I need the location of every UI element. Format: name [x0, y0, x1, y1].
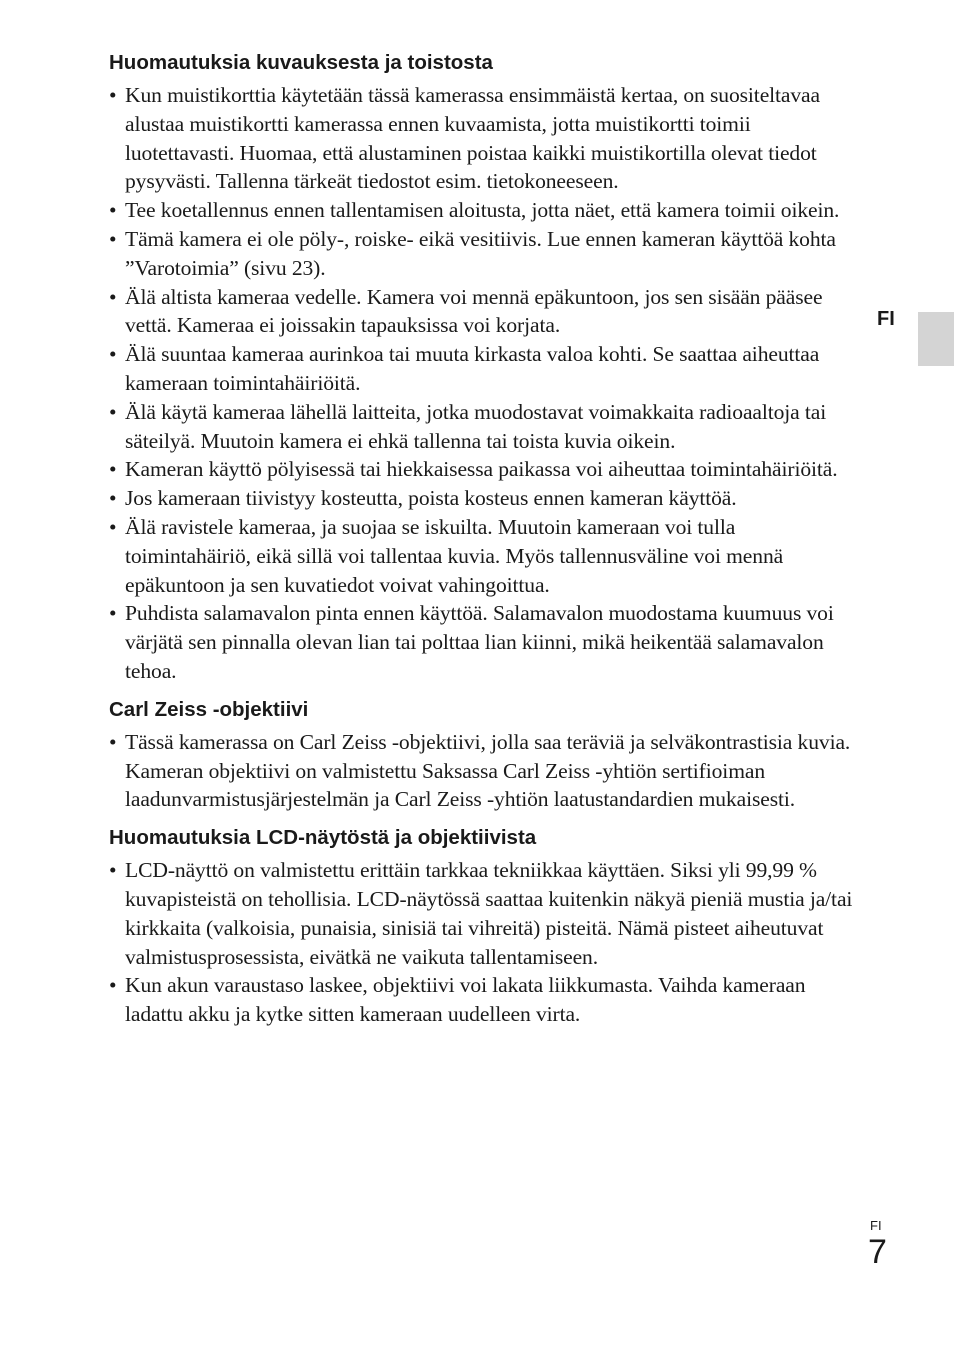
language-tab-label: FI: [877, 308, 895, 330]
list-item-text: LCD-näyttö on valmistettu erittäin tarkkaa tekniikkaa käyttäen. Siksi yli 99,99 % kuvapisteistä on tehollisia. LCD-näytössä saattaa kuitenkin näkyä pieniä mustia ja/tai kirkkaita (valkoisia, punaisia, sinisiä tai vihreitä) pisteitä. Nämä pisteet aiheutuvat valmistusprosessista, eivätkä ne vaikuta tallentamiseen.: [125, 858, 853, 969]
list-item: [109, 599, 861, 685]
section-heading-lcd-lens: Huomautuksia LCD-näytöstä ja objektiivista: [109, 826, 537, 850]
bullet-icon: •: [109, 486, 117, 511]
list-item: [109, 283, 861, 341]
list-item-text: Kameran käyttö pölyisessä tai hiekkaisessa paikassa voi aiheuttaa toimintahäiriöitä.: [125, 457, 838, 482]
list-item: [109, 856, 861, 971]
list-item: [109, 225, 861, 283]
list-item-text: Älä suuntaa kameraa aurinkoa tai muuta kirkasta valoa kohti. Se saattaa aiheuttaa kameraan toimintahäiriöitä.: [125, 342, 820, 395]
list-item-text: Älä ravistele kameraa, ja suojaa se iskuilta. Muutoin kameraan voi tulla toimintahäiriö, eikä sillä voi tallentaa kuvia. Myös tallennusväline voi mennä epäkuntoon ja sen kuvatiedot voivat vahingoittua.: [125, 514, 784, 597]
bullet-icon: •: [109, 399, 117, 424]
list-item: [109, 340, 861, 398]
bullet-icon: •: [109, 284, 117, 309]
list-item: [109, 728, 861, 814]
bullet-icon: •: [109, 858, 117, 883]
page-number: 7: [868, 1233, 887, 1271]
list-item-text: Jos kameraan tiivistyy kosteutta, poista kosteus ennen kameran käyttöä.: [125, 486, 737, 511]
list-item-text: Älä käytä kameraa lähellä laitteita, jotka muodostavat voimakkaita radioaaltoja tai säteilyä. Muutoin kamera ei ehkä tallenna tai toista kuvia oikein.: [125, 399, 827, 453]
list-item-text: Kun akun varaustaso laskee, objektiivi voi lakata liikkumasta. Vaihda kameraan ladattu akku ja kytke sitten kameraan uudelleen virta.: [125, 973, 806, 1027]
bullet-icon: •: [109, 601, 117, 626]
page-content: [109, 49, 861, 1029]
bullet-list-carl-zeiss: [109, 728, 861, 814]
list-item: [109, 81, 861, 196]
section-heading-shooting-playback: Huomautuksia kuvauksesta ja toistosta: [109, 51, 493, 74]
bullet-icon: •: [109, 198, 117, 223]
bullet-icon: •: [109, 729, 117, 754]
bullet-icon: •: [109, 457, 117, 482]
list-item-text: Tässä kamerassa on Carl Zeiss -objektiivi, jolla saa teräviä ja selväkontrastisia kuvia. Kameran objektiivi on valmistettu Saksassa Carl Zeiss -yhtiön sertifioiman laadunvarmistusjärjestelmän ja Carl Zeiss -yhtiön laatustandardien mukaisesti.: [125, 729, 851, 812]
list-item: [109, 455, 861, 484]
list-item-text: Tee koetallennus ennen tallentamisen aloitusta, jotta näet, että kamera toimii oikein.: [125, 198, 840, 223]
list-item-text: Puhdista salamavalon pinta ennen käyttöä. Salamavalon muodostama kuumuus voi värjätä sen pinnalla olevan lian tai polttaa lian kiinni, mikä heikentää salamavalon tehoa.: [125, 601, 834, 683]
bullet-list-lcd-lens: [109, 856, 861, 1029]
list-item: [109, 484, 861, 513]
section-heading-carl-zeiss: Carl Zeiss -objektiivi: [109, 697, 309, 721]
bullet-icon: •: [109, 226, 117, 251]
list-item-text: Älä altista kameraa vedelle. Kamera voi mennä epäkuntoon, jos sen sisään pääsee vettä. Kameraa ei joissakin tapauksissa voi korjata.: [125, 284, 823, 338]
footer-language-code: FI: [870, 1218, 882, 1233]
list-item: [109, 513, 861, 599]
list-item: [109, 398, 861, 456]
bullet-icon: •: [109, 514, 117, 539]
list-item-text: Tämä kamera ei ole pöly-, roiske- eikä vesitiivis. Lue ennen kameran käyttöä kohta ”Varotoimia” (sivu 23).: [125, 226, 836, 280]
list-item-text: Kun muistikorttia käytetään tässä kamerassa ensimmäistä kertaa, on suositeltavaa alustaa muistikortti kamerassa ennen kuvaamista, jotta muistikortti toimii luotettavasti. Huomaa, että alustaminen poistaa kaikki muistikortilla olevat tiedot pysyvästi. Tallenna tärkeät tiedostot esim. tietokoneeseen.: [125, 83, 820, 194]
bullet-icon: •: [109, 973, 117, 998]
language-tab-marker: [918, 312, 954, 366]
list-item: [109, 971, 861, 1029]
list-item: [109, 196, 861, 225]
bullet-list-shooting-playback: [109, 81, 861, 686]
bullet-icon: •: [109, 342, 117, 367]
bullet-icon: •: [109, 83, 117, 107]
